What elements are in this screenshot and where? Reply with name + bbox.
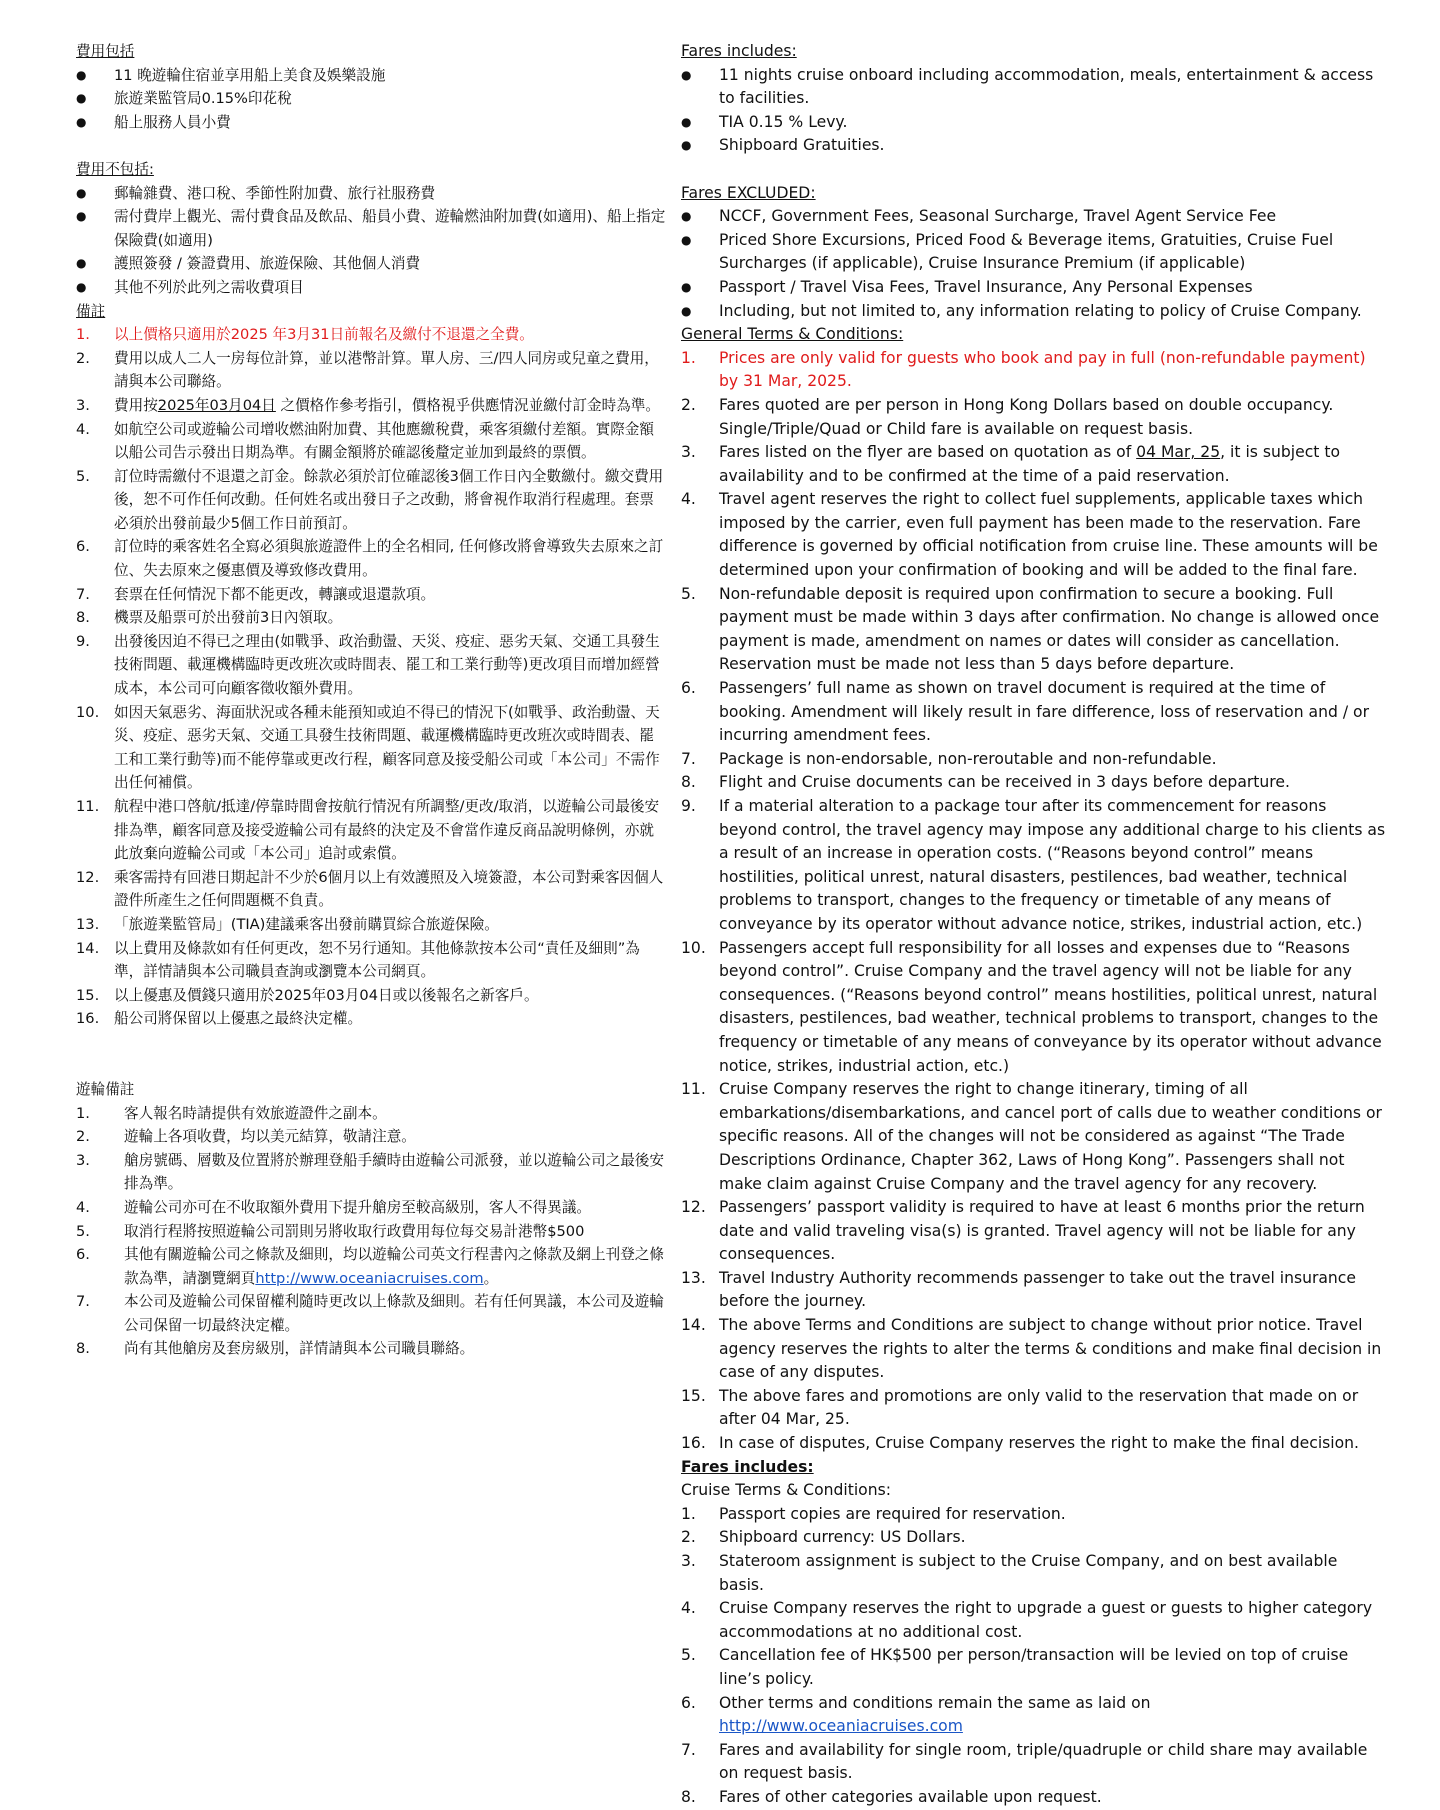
list-item: 5. 取消行程將按照遊輪公司罰則另將收取行政費用每位每交易計港幣$500 bbox=[76, 1222, 585, 1240]
list-item: 12. Passengers’ passport validity is required to have at least 6 months prior the return date and valid traveling visa(s) is granted. Travel agency will not be liable for any consequences. bbox=[681, 1198, 1365, 1264]
left-notes-title: 備註 bbox=[76, 302, 106, 320]
list-item: 1. 以上價格只適用於2025 年3月31日前報名及繳付不退還之全費。 bbox=[76, 326, 534, 344]
list-item: 4. Travel agent reserves the right to collect fuel supplements, applicable taxes which imposed by the carrier, even full payment has been made to the reservation. Fare difference is governed by official notification from cruise line. These amounts will be determined upon your confirmation of booking and will be added to the final fare. bbox=[681, 490, 1378, 580]
list-item: 5. Cancellation fee of HK$500 per person/transaction will be levied on top of cruise line’s policy. bbox=[681, 1646, 1349, 1688]
left-excludes-title: 費用不包括: bbox=[76, 160, 154, 178]
list-item: 13. 「旅遊業監管局」(TIA)建議乘客出發前購買綜合旅遊保險。 bbox=[76, 915, 499, 933]
bullet-icon: ● bbox=[76, 209, 87, 224]
list-item: 2. Fares quoted are per person in Hong Kong Dollars based on double occupancy. Single/Triple/Quad or Child fare is available on request basis. bbox=[681, 395, 1334, 438]
right-excludes-list bbox=[681, 205, 1386, 323]
list-item: 8. Flight and Cruise documents can be received in 3 days before departure. bbox=[681, 773, 1290, 792]
list-item: 16. 船公司將保留以上優惠之最終決定權。 bbox=[76, 1010, 363, 1028]
list-item: 7. 套票在任何情況下都不能更改，轉讓或退還款項。 bbox=[76, 585, 436, 603]
list-item: 6. Other terms and conditions remain the same as laid on http://www.oceaniacruises.com bbox=[681, 1693, 1151, 1736]
list-item: 13. Travel Industry Authority recommends passenger to take out the travel insurance before the journey. bbox=[681, 1268, 1356, 1311]
list-item: 3. 費用按2025年03月04日 之價格作參考指引，價格視乎供應情況並繳付訂金時為準。 bbox=[76, 396, 660, 414]
right-includes-title-2: Fares includes: bbox=[681, 1457, 814, 1476]
list-item: 10. Passengers accept full responsibility for all losses and expenses due to “Reasons beyond control”. Cruise Company and the travel agency will not be liable for any consequences. (“Reasons beyond control” means hostilities, political unrest, natural disasters, pestilences, bad weather, technical problems to transport, changes to the frequency or timetable of any means of conveyance by its operator without advance notice, strikes, industrial action, etc.) bbox=[681, 938, 1382, 1075]
bullet-icon: ● bbox=[76, 256, 87, 271]
list-item: ● 11 nights cruise onboard including accommodation, meals, entertainment & access to facilities. bbox=[681, 65, 1374, 108]
right-includes-title: Fares includes: bbox=[681, 42, 797, 60]
bullet-icon: ● bbox=[681, 138, 692, 153]
list-item: ● Passport / Travel Visa Fees, Travel Insurance, Any Personal Expenses bbox=[681, 276, 1386, 300]
chinese-column bbox=[76, 40, 668, 1361]
bullet-icon: ● bbox=[76, 114, 87, 129]
list-item: 15. The above fares and promotions are only valid to the reservation that made on or after 04 Mar, 25. bbox=[681, 1386, 1359, 1429]
oceania-link[interactable]: http://www.oceaniacruises.com bbox=[255, 1269, 484, 1287]
bullet-icon: ● bbox=[681, 67, 692, 82]
list-item: 6. Passengers’ full name as shown on travel document is required at the time of booking. Amendment will likely result in fare difference, loss of reservation and / or incurring amendment fees. bbox=[681, 679, 1369, 745]
oceania-link[interactable]: http://www.oceaniacruises.com bbox=[719, 1717, 963, 1736]
list-item: 3. 艙房號碼、層數及位置將於辦理登船手續時由遊輪公司派發，並以遊輪公司之最後安排為準。 bbox=[76, 1151, 664, 1193]
list-item: ● Shipboard Gratuities. bbox=[681, 134, 1386, 158]
left-includes-list bbox=[76, 64, 668, 135]
list-item: 4. 如航空公司或遊輪公司增收燃油附加費、其他應繳稅費，乘客須繳付差額。實際金額以船公司告示發出日期為準。有關金額將於確認後釐定並加到最終的票價。 bbox=[76, 420, 654, 462]
list-item: 4. Cruise Company reserves the right to upgrade a guest or guests to higher category accommodations at no additional cost. bbox=[681, 1599, 1373, 1641]
list-item: 2. Shipboard currency: US Dollars. bbox=[681, 1528, 966, 1547]
bullet-icon: ● bbox=[681, 232, 692, 247]
list-item: 14. 以上費用及條款如有任何更改，恕不另行通知。其他條款按本公司“責任及細則”為準，詳情請與本公司職員查詢或瀏覽本公司網頁。 bbox=[76, 939, 640, 981]
left-cruise-notes-list bbox=[76, 1102, 668, 1362]
list-item: 1. 客人報名時請提供有效旅遊證件之副本。 bbox=[76, 1104, 387, 1122]
list-item: ● 郵輪雜費、港口稅、季節性附加費、旅行社服務費 bbox=[76, 182, 668, 206]
list-item: 8. 尚有其他艙房及套房級別，詳情請與本公司職員聯絡。 bbox=[76, 1340, 475, 1358]
list-item: 3. Fares listed on the flyer are based on quotation as of 04 Mar, 25, it is subject to availability and to be confirmed at the time of a paid reservation. bbox=[681, 443, 1341, 485]
bullet-icon: ● bbox=[681, 114, 692, 129]
list-item: 8. Fares of other categories available upon request. bbox=[681, 1787, 1102, 1806]
bullet-icon: ● bbox=[76, 279, 87, 294]
list-item: ● 11 晚遊輪住宿並享用船上美食及娛樂設施 bbox=[76, 64, 668, 88]
list-item: 1. Prices are only valid for guests who book and pay in full (non-refundable payment) by 31 Mar, 2025. bbox=[681, 348, 1366, 391]
list-item: 15. 以上優惠及價錢只適用於2025年03月04日或以後報名之新客戶。 bbox=[76, 986, 539, 1004]
list-item: 11. 航程中港口啓航/抵達/停靠時間會按航行情況有所調整/更改/取消，以遊輪公司最後安排為準，顧客同意及接受遊輪公司有最終的決定及不會當作違反商品說明條例，亦就此放棄向遊輪公司或「本公司」追討或索償。 bbox=[76, 798, 660, 863]
cruise-terms-title: Cruise Terms & Conditions: bbox=[681, 1481, 891, 1500]
list-item: ● 需付費岸上觀光、需付費食品及飲品、船員小費、遊輪燃油附加費(如適用)、船上指定保險費(如適用) bbox=[76, 205, 668, 252]
list-item: 6. 其他有關遊輪公司之條款及細則，均以遊輪公司英文行程書內之條款及網上刊登之條款為準，請瀏覽網頁http://www.oceaniacruises.com。 bbox=[76, 1246, 664, 1287]
list-item: ● NCCF, Government Fees, Seasonal Surcharge, Travel Agent Service Fee bbox=[681, 205, 1386, 229]
general-terms-list bbox=[681, 347, 1386, 1456]
list-item: 5. 訂位時需繳付不退還之訂金。餘款必須於訂位確認後3個工作日內全數繳付。繳交費用後，恕不可作任何改動。任何姓名或出發日子之改動，將會視作取消行程處理。套票必須於出發前最少5個工作日前預訂。 bbox=[76, 467, 664, 532]
list-item: 6. 訂位時的乘客姓名全寫必須與旅遊證件上的全名相同, 任何修改將會導致失去原來之訂位、失去原來之優惠價及導致修改費用。 bbox=[76, 538, 664, 580]
list-item: 8. 機票及船票可於出發前3日內領取。 bbox=[76, 609, 343, 627]
list-item: ● Priced Shore Excursions, Priced Food & Beverage items, Gratuities, Cruise Fuel Surcharges (if applicable), Cruise Insurance Premium (if applicable) bbox=[681, 230, 1334, 273]
general-terms-title: General Terms & Conditions: bbox=[681, 325, 904, 344]
list-item: 16. In case of disputes, Cruise Company reserves the right to make the final decision. bbox=[681, 1434, 1359, 1453]
list-item: 3. Stateroom assignment is subject to the Cruise Company, and on best available basis. bbox=[681, 1552, 1338, 1594]
list-item: 11. Cruise Company reserves the right to change itinerary, timing of all embarkations/disembarkations, and cancel port of calls due to weather conditions or specific reasons. All of the changes will not be considered as against “The Trade Descriptions Ordinance, Chapter 362, Laws of Hong Kong”. Passengers shall not make claim against Cruise Company and the travel agency for any recovery. bbox=[681, 1080, 1382, 1193]
left-notes-list bbox=[76, 323, 668, 1031]
english-column bbox=[681, 40, 1386, 1810]
list-item: 2. 費用以成人二人一房每位計算，並以港幣計算。單人房、三/四人同房或兒童之費用，請與本公司聯絡。 bbox=[76, 349, 659, 391]
bullet-icon: ● bbox=[76, 91, 87, 106]
list-item: ● Including, but not limited to, any information relating to policy of Cruise Company. bbox=[681, 300, 1386, 324]
list-item: ● 旅遊業監管局0.15%印花稅 bbox=[76, 87, 668, 111]
list-item: 4. 遊輪公司亦可在不收取額外費用下提升艙房至較高級別，客人不得異議。 bbox=[76, 1198, 592, 1216]
bullet-icon: ● bbox=[681, 209, 692, 224]
bullet-icon: ● bbox=[681, 303, 692, 318]
list-item: 1. Passport copies are required for reservation. bbox=[681, 1504, 1066, 1523]
list-item: 12. 乘客需持有回港日期起計不少於6個月以上有效護照及入境簽證，本公司對乘客因個人證件所產生之任何問題概不負責。 bbox=[76, 868, 664, 910]
list-item: 9. 出發後因迫不得已之理由(如戰爭、政治動盪、天災、疫症、惡劣天氣、交通工具發生技術問題、載運機構臨時更改班次或時間表、罷工和工業行動等)更改項目而增加經營成本，本公司可向顧客徵收額外費用。 bbox=[76, 632, 660, 698]
left-includes-title: 費用包括 bbox=[76, 43, 135, 60]
list-item: 14. The above Terms and Conditions are subject to change without prior notice. Travel agency reserves the rights to alter the terms & conditions and make final decision in case of any disputes. bbox=[681, 1316, 1382, 1382]
left-cruise-notes-title: 遊輪備註 bbox=[76, 1080, 135, 1098]
list-item: 7. Fares and availability for single room, triple/quadruple or child share may available on request basis. bbox=[681, 1740, 1368, 1783]
right-excludes-title: Fares EXCLUDED: bbox=[681, 183, 816, 202]
bullet-icon: ● bbox=[76, 185, 87, 200]
bullet-icon: ● bbox=[76, 67, 87, 82]
cruise-terms-list bbox=[681, 1503, 1386, 1810]
list-item: 7. 本公司及遊輪公司保留權利隨時更改以上條款及細則。若有任何異議，本公司及遊輪公司保留一切最終決定權。 bbox=[76, 1293, 664, 1334]
list-item: 7. Package is non-endorsable, non-reroutable and non-refundable. bbox=[681, 749, 1217, 768]
list-item: 5. Non-refundable deposit is required upon confirmation to secure a booking. Full payment must be made within 3 days after confirmation. No change is allowed once payment is made, amendment on names or dates will consider as cancellation. Reservation must be made not less than 5 days before departure. bbox=[681, 584, 1380, 674]
left-excludes-list bbox=[76, 182, 668, 300]
list-item: 2. 遊輪上各項收費，均以美元結算，敬請注意。 bbox=[76, 1128, 416, 1146]
list-item: ● 船上服務人員小費 bbox=[76, 111, 668, 135]
list-item: 9. If a material alteration to a package tour after its commencement for reasons beyond control, the travel agency may impose any additional charge to his clients as a result of an increase in operation costs. (“Reasons beyond control” means hostilities, political unrest, natural disasters, pestilences, bad weather, technical problems to transport, changes to the frequency or timetable of any means of conveyance by its operator without advance notice, strikes, industrial action, etc.) bbox=[681, 797, 1386, 933]
bullet-icon: ● bbox=[681, 279, 692, 294]
list-item: ● 護照簽發 / 簽證費用、旅遊保險、其他個人消費 bbox=[76, 252, 668, 276]
list-item: ● TIA 0.15 % Levy. bbox=[681, 111, 1386, 135]
list-item: ● 其他不列於此列之需收費項目 bbox=[76, 276, 668, 300]
right-includes-list bbox=[681, 64, 1386, 158]
list-item: 10. 如因天氣惡劣、海面狀況或各種未能預知或迫不得已的情況下(如戰爭、政治動盪、天災、疫症、惡劣天氣、交通工具發生技術問題、載運機構臨時更改班次或時間表、罷工和工業行動等)而不能停靠或更改行程，顧客同意及接受船公司或「本公司」不需作出任何補償。 bbox=[76, 703, 660, 792]
